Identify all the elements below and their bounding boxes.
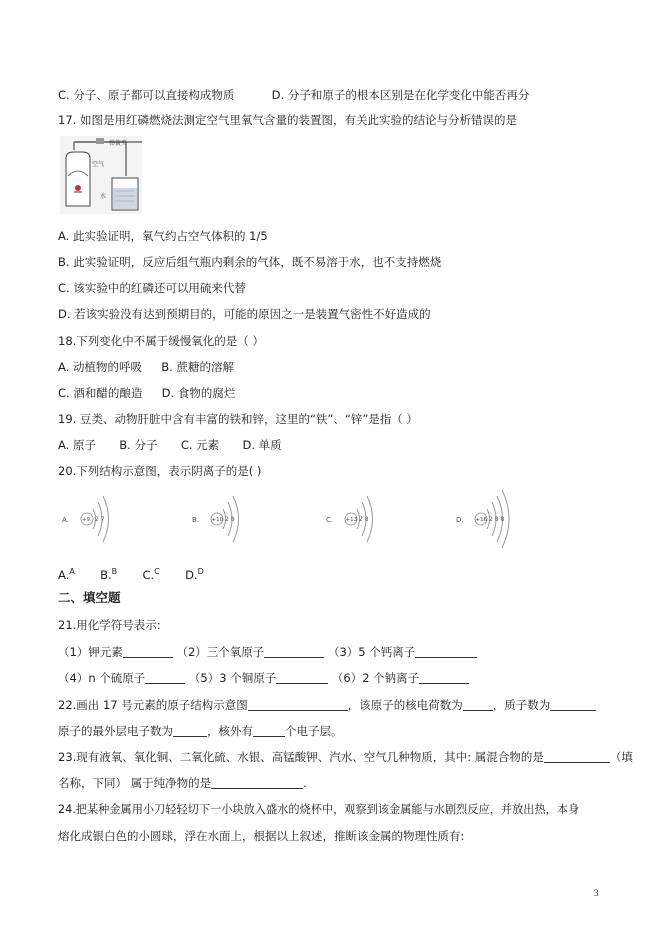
blank-q23-pure[interactable] — [211, 776, 303, 789]
atom-diagram-b — [192, 490, 252, 548]
q20-option-a: A.$^A$ — [58, 567, 75, 582]
atom-diagram-d — [456, 486, 528, 550]
section-fill-in-title: 二、填空题 — [58, 590, 121, 605]
q18-option-b: B. 蔗糖的溶解 — [161, 360, 234, 374]
question-18: 18.下列变化中不属于缓慢氧化的是（ ） — [58, 334, 264, 348]
option-d: D. 分子和原子的根本区别是在化学变化中能否再分 — [271, 88, 530, 102]
blank-q21-6[interactable] — [419, 671, 469, 684]
q20-option-d: D.$^D$ — [185, 567, 204, 582]
question-24-line-2: 熔化成银白色的小圆球，浮在水面上，根据以上叙述，推断该金属的物理性质有: — [58, 829, 465, 843]
q17-option-a: A. 此实验证明，氧气约占空气体积的 1/5 — [58, 229, 268, 243]
blank-q21-5[interactable] — [276, 671, 328, 684]
q19-option-a: A. 原子 — [58, 438, 96, 452]
atom-diagram-c — [326, 490, 386, 548]
blank-q21-3[interactable] — [415, 645, 477, 658]
atom-a-letter: A. — [62, 516, 69, 524]
atom-diagram-a — [62, 490, 122, 548]
atom-c-shells: 2 8 — [359, 516, 369, 523]
blank-q21-4[interactable] — [145, 671, 185, 684]
blank-q22-outer-electrons[interactable] — [173, 724, 207, 737]
q18-option-c: C. 酒和醋的酿造 — [58, 386, 143, 400]
q17-option-b: B. 此实验证明，反应后组气瓶内剩余的气体，既不易溶于水，也不支持燃烧 — [58, 255, 442, 269]
atom-b-shells: 2 8 — [225, 516, 235, 523]
question-20: 20.下列结构示意图，表示阴离子的是( ) — [58, 464, 262, 478]
atom-b-letter: B. — [192, 516, 200, 524]
q19-option-d: D. 单质 — [242, 438, 282, 452]
q20-option-c: C.$^C$ — [142, 567, 160, 582]
atom-d-letter: D. — [456, 516, 464, 524]
question-24-line-1: 24.把某种金属用小刀轻轻切下一小块放入盛水的烧杯中，观察到该金属能与水剧烈反应，并放出热，本身 — [58, 803, 580, 816]
q19-option-c: C. 元素 — [180, 438, 220, 452]
q21-row-2: （4）n 个硫原子 （5）3 个铜原子 （6）2 个钠离子 — [58, 670, 469, 686]
line-q16-cd — [58, 87, 529, 103]
question-17: 17. 如图是用红磷燃烧法测定空气里氧气含量的装置图，有关此实验的结论与分析错误的是 — [58, 113, 517, 127]
atom-c-letter: C. — [326, 516, 334, 524]
q19-option-b: B. 分子 — [119, 438, 158, 452]
option-c: C. 分子、原子都可以直接构成物质 — [58, 88, 235, 102]
atom-a-shells: 2 7 — [95, 516, 105, 523]
blank-q23-mixture[interactable] — [544, 750, 610, 763]
q18-option-a: A. 动植物的呼吸 — [58, 360, 142, 374]
blank-q21-1[interactable] — [123, 645, 173, 658]
q20-option-b: B.$^B$ — [100, 567, 118, 582]
question-19: 19. 豆类、动物肝脏中含有丰富的铁和锌，这里的“铁”、“锌”是指（ ） — [58, 412, 418, 426]
question-23-line-1: 23.现有液氧、氧化铜、二氧化硫、水银、高锰酸钾、汽水、空气几种物质，其中: 属混合物的是 （填 — [58, 750, 633, 764]
q20-options — [58, 564, 204, 583]
atom-d-shells: 2 8 8 — [489, 516, 505, 523]
blank-q22-charge[interactable] — [463, 698, 493, 711]
label-water: 水 — [100, 193, 107, 200]
blank-q22-diagram[interactable] — [248, 698, 348, 711]
q19-options — [58, 437, 282, 453]
atom-d-nucleus: +16 — [475, 517, 488, 523]
blank-q22-protons[interactable] — [550, 698, 596, 711]
label-air: 空气 — [92, 161, 105, 168]
question-22-line-1: 22.画出 17 号元素的原子结构示意图 ，该原子的核电荷数为 ，质子数为 — [58, 697, 596, 713]
atom-b-nucleus: +10 — [211, 517, 224, 523]
question-22-line-2: 原子的最外层电子数为 ，核外有 个电子层。 — [58, 724, 343, 738]
q18-option-d: D. 食物的腐烂 — [161, 386, 236, 400]
label-clip: 弹簧夹 — [109, 140, 128, 147]
red-phosphorus-apparatus-figure — [60, 136, 142, 214]
q21-row-1: （1）钾元素 （2）三个氧原子 （3）5 个钙离子 — [58, 644, 477, 660]
question-21: 21.用化学符号表示: — [58, 618, 161, 632]
atom-c-nucleus: +13 — [345, 517, 358, 523]
page-number: 3 — [594, 888, 599, 898]
blank-q22-shells[interactable] — [253, 724, 285, 737]
q17-option-d: D. 若该实验没有达到预期目的，可能的原因之一是装置气密性不好造成的 — [58, 307, 431, 321]
blank-q21-2[interactable] — [264, 645, 324, 658]
atom-a-nucleus: +9 — [82, 517, 91, 523]
q18-options-cd — [58, 385, 235, 401]
question-23-line-2: 名称，下同） 属于纯净物的是 . — [58, 776, 307, 790]
q18-options-ab — [58, 359, 234, 375]
q17-option-c: C. 该实验中的红磷还可以用硫来代替 — [58, 281, 246, 295]
